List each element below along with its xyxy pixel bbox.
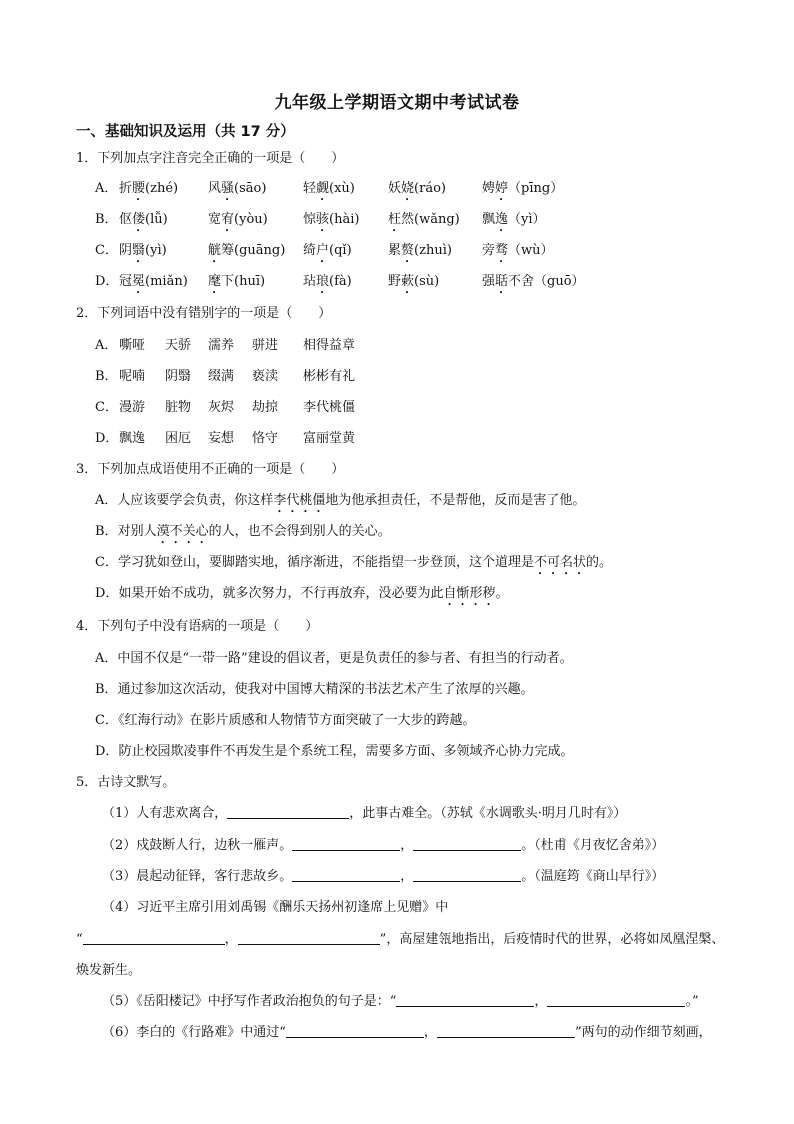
option-item: [482, 270, 585, 297]
answer-blank[interactable]: [238, 930, 380, 945]
option-item: [119, 270, 188, 297]
option-sentence: [95, 551, 612, 578]
section-heading: 一、基础知识及运用（共 17 分）: [76, 124, 295, 140]
sentence-text: 如果开始不成功，就多次努力，不行再放弃，没必要为此: [118, 586, 444, 601]
option-word: 骈进: [252, 338, 279, 353]
option-item: [208, 270, 265, 297]
poem-6-text: （6）李白的《行路难》中通过“: [102, 1025, 286, 1040]
item-text: 玷: [303, 274, 317, 289]
answer-blank[interactable]: [292, 867, 400, 882]
pinyin: 下(huī): [221, 274, 266, 289]
sentence-text: 中国不仅是“一带一路”建设的倡议者，更是负责任的参与者、有担当的行动者。: [117, 651, 573, 666]
option-label: C．: [95, 243, 118, 258]
question-4-stem: 4．下列句子中没有语病的一项是（ ）: [76, 619, 319, 634]
item-text: 宽: [208, 212, 222, 227]
sentence-text: 。: [495, 586, 509, 601]
option-word: 灰烬: [208, 400, 235, 415]
answer-blank[interactable]: [83, 930, 225, 945]
poem-item-6: [102, 1021, 712, 1040]
option-label: C．: [95, 713, 118, 728]
option-word: 劫掠: [252, 400, 279, 415]
poem-6-rest: ”两句的动作细节刻画，: [574, 1025, 712, 1040]
dotted-char: 冕: [132, 274, 146, 289]
dotted-char: 宥: [221, 212, 235, 227]
sentence-text: 学习犹如登山，要脚踏实地，循序渐进，不能指望一步登顶，这个道理是: [117, 555, 534, 570]
option-label: D．: [95, 274, 119, 289]
option-label: D．: [95, 431, 119, 446]
option-item: [303, 270, 352, 297]
dotted-char: 枉: [388, 212, 402, 227]
item-text: 轻: [303, 181, 317, 196]
sentence-text: 人应该要学会负责，你这样: [117, 493, 274, 508]
dotted-idiom: 不可名状: [533, 555, 586, 570]
option-sentence: [95, 520, 391, 547]
sentence-text: 的。: [585, 555, 612, 570]
pinyin: (yì): [145, 243, 167, 258]
item-text: 风: [208, 181, 222, 196]
dotted-char: 娆: [401, 181, 415, 196]
pinyin: （yì）: [508, 212, 546, 227]
question-3-stem: 3．下列加点成语使用不正确的一项是（ ）: [76, 462, 345, 477]
dotted-idiom: 李代桃僵: [273, 493, 326, 508]
poem-5-text: （5）《岳阳楼记》中抒写作者政治抱负的句子是：“: [102, 994, 397, 1009]
item-text: 伛: [119, 212, 133, 227]
open-quote: “: [76, 932, 83, 947]
option-item: [388, 270, 439, 297]
option-label: B．: [95, 369, 118, 384]
dotted-char: 偻: [132, 212, 146, 227]
pinyin: (miǎn): [145, 274, 188, 289]
dotted-char: 婷: [495, 181, 509, 196]
sentence-text: 通过参加这次活动，使我对中国博大精深的书法艺术产生了浓厚的兴趣。: [117, 682, 534, 697]
poem-3-text: （3）晨起动征铎，客行悲故乡。: [102, 869, 293, 884]
item-text: 野: [388, 274, 402, 289]
pinyin: (fà): [329, 274, 352, 289]
sentence-text: 防止校园欺凌事件不再发生是个系统工程，需要多方面、多领域齐心协力完成。: [118, 744, 574, 759]
dotted-char: 蔌: [401, 274, 415, 289]
comma: ，: [400, 869, 414, 884]
dotted-char: 琅: [316, 274, 330, 289]
dotted-char: 聒: [495, 274, 509, 289]
poem-5-end: 。”: [685, 994, 699, 1009]
answer-blank[interactable]: [227, 804, 349, 819]
item-text: 娉: [482, 181, 496, 196]
option-label: D．: [95, 586, 119, 601]
dotted-idiom: 自惭形秽: [443, 586, 496, 601]
poem-4-rest: ”，高屋建瓴地指出，后疫情时代的世界，必将如凤凰涅槃、: [379, 932, 725, 947]
option-word: 天骄: [165, 338, 192, 353]
option-item: [119, 208, 168, 235]
option-label: A．: [95, 181, 118, 196]
poem-1-source: ，此事古难全。（苏轼《水调歌头·明月几时有》）: [349, 806, 627, 821]
poem-2-text: （2）戍鼓断人行，边秋一雁声。: [102, 838, 293, 853]
pinyin: (qǐ): [329, 243, 352, 258]
question-1-stem: 1．下列加点字注音完全正确的一项是（ ）: [76, 151, 345, 166]
option-label: B．: [95, 212, 118, 227]
poem-item-4: （4）习近平主席引用刘禹锡《酬乐天扬州初逢席上见赠》中: [102, 900, 449, 915]
poem-item-1: [102, 802, 626, 821]
item-text: 折: [119, 181, 133, 196]
poem-3-source: 。（温庭筠《商山早行》）: [521, 869, 665, 884]
option-word: 阴翳: [165, 369, 192, 384]
comma: ，: [423, 1025, 437, 1040]
dotted-char: 赘: [401, 243, 415, 258]
option-word: 富丽堂黄: [303, 431, 356, 446]
pinyin: 筹(guāng): [221, 243, 286, 258]
sentence-text: 《红海行动》在影片质感和人物情节方面突破了一大步的跨越。: [117, 713, 476, 728]
option-sentence: [95, 740, 573, 759]
answer-blank[interactable]: [413, 867, 521, 882]
option-word: 呢喃: [119, 369, 146, 384]
sentence-text: 的人，也不会得到别人的关心。: [208, 524, 391, 539]
item-text: 冠: [119, 274, 133, 289]
option-label: B．: [95, 524, 118, 539]
option-item: [119, 239, 167, 266]
pinyin: (yòu): [234, 212, 268, 227]
comma: ，: [224, 932, 238, 947]
option-word: 漫游: [119, 400, 146, 415]
pinyin: 然(wǎng): [401, 212, 460, 227]
dotted-char: 麾: [208, 274, 222, 289]
option-item: [208, 239, 285, 266]
dotted-char: 腰: [132, 181, 146, 196]
option-word: 濡养: [208, 338, 235, 353]
answer-blank[interactable]: [437, 1023, 575, 1038]
option-item: [482, 208, 546, 235]
option-word: 缀满: [208, 369, 235, 384]
pinyin: （pīng）: [508, 181, 564, 196]
dotted-char: 户: [316, 243, 330, 258]
option-sentence: [95, 582, 508, 609]
dotted-char: 觥: [208, 243, 222, 258]
answer-blank[interactable]: [396, 992, 534, 1007]
option-label: B．: [95, 682, 118, 697]
option-item: [388, 177, 446, 204]
sentence-text: 对别人: [117, 524, 157, 539]
answer-blank[interactable]: [286, 1023, 424, 1038]
poem-2-source: 。（杜甫《月夜忆舍弟》）: [521, 838, 665, 853]
option-item: [208, 177, 266, 204]
item-text: 强: [482, 274, 496, 289]
dotted-char: 翳: [132, 243, 146, 258]
pinyin: (xù): [329, 181, 355, 196]
poem-item-5: [102, 990, 699, 1009]
poem-item-2: [102, 834, 664, 853]
dotted-char: 骇: [316, 212, 330, 227]
option-item: [303, 239, 352, 266]
option-item: [482, 239, 554, 266]
dotted-char: 骛: [495, 243, 509, 258]
pinyin: (sāo): [234, 181, 267, 196]
item-text: 惊: [303, 212, 317, 227]
option-label: C．: [95, 400, 118, 415]
page-title: 九年级上学期语文期中考试试卷: [274, 93, 520, 113]
item-text: 妖: [388, 181, 402, 196]
option-sentence: [95, 678, 534, 697]
option-item: [388, 208, 460, 235]
pinyin: (hài): [329, 212, 360, 227]
item-text: 飘: [482, 212, 496, 227]
dotted-char: 觑: [316, 181, 330, 196]
option-word: 嘶哑: [119, 338, 146, 353]
poem-item-4-end: 焕发新生。: [76, 963, 142, 978]
question-2-stem: 2．下列词语中没有错别字的一项是（ ）: [76, 306, 332, 321]
comma: ，: [400, 838, 414, 853]
pinyin: (zhuì): [414, 243, 452, 258]
sentence-text: 地为他承担责任，不是帮他，反而是害了他。: [325, 493, 586, 508]
pinyin: 不舍（guō）: [508, 274, 585, 289]
option-label: A．: [95, 493, 118, 508]
item-text: 阴: [119, 243, 133, 258]
option-sentence: [95, 709, 475, 728]
dotted-char: 逸: [495, 212, 509, 227]
poem-item-3: [102, 865, 664, 884]
pinyin: (lǚ): [145, 212, 168, 227]
pinyin: （wù）: [508, 243, 554, 258]
poem-1-text: （1）人有悲欢离合，: [102, 806, 228, 821]
option-item: [388, 239, 452, 266]
option-label: A．: [95, 651, 118, 666]
option-label: A．: [95, 338, 118, 353]
option-label: C．: [95, 555, 118, 570]
poem-item-4-cont: [76, 928, 724, 947]
option-item: [208, 208, 268, 235]
option-word: 相得益章: [303, 338, 356, 353]
option-label: D．: [95, 744, 119, 759]
answer-blank[interactable]: [292, 836, 400, 851]
dotted-idiom: 漠不关心: [156, 524, 209, 539]
option-sentence: [95, 647, 573, 666]
answer-blank[interactable]: [413, 836, 521, 851]
pinyin: (ráo): [414, 181, 446, 196]
option-item: [303, 208, 359, 235]
comma: ，: [534, 994, 548, 1009]
answer-blank[interactable]: [547, 992, 685, 1007]
option-word: 彬彬有礼: [303, 369, 356, 384]
option-word: 恪守: [252, 431, 279, 446]
option-item: [303, 177, 355, 204]
item-text: 旁: [482, 243, 496, 258]
option-word: 李代桃僵: [303, 400, 356, 415]
pinyin: (zhé): [145, 181, 179, 196]
option-item: [119, 177, 178, 204]
item-text: 绮: [303, 243, 317, 258]
dotted-char: 骚: [221, 181, 235, 196]
option-word: 困厄: [165, 431, 192, 446]
option-sentence: [95, 489, 585, 516]
option-word: 脏物: [165, 400, 192, 415]
option-item: [482, 177, 563, 204]
option-word: 亵渎: [252, 369, 279, 384]
item-text: 累: [388, 243, 402, 258]
pinyin: (sù): [414, 274, 440, 289]
option-word: 飘逸: [119, 431, 146, 446]
question-5-stem: 5．古诗文默写。: [76, 775, 176, 790]
option-word: 妄想: [208, 431, 235, 446]
